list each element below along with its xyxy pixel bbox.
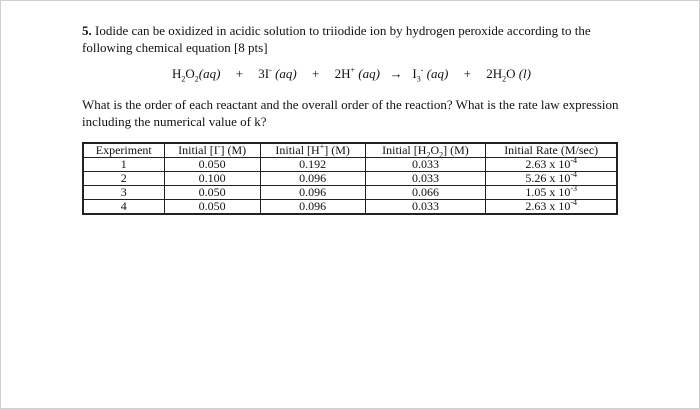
header-hydrogen-ion: Initial [H+] (M) bbox=[260, 143, 365, 158]
plus-sign: + bbox=[311, 66, 320, 81]
cell-iodide: 0.100 bbox=[164, 172, 260, 186]
cell-hydrogen-ion: 0.192 bbox=[260, 158, 365, 172]
cell-hydrogen-ion: 0.096 bbox=[260, 172, 365, 186]
table-row bbox=[83, 200, 617, 215]
cell-h2o2: 0.033 bbox=[365, 200, 486, 215]
prompt-line-1: What is the order of each reactant and the overall order of the reaction? What is the rate law expression bbox=[82, 97, 619, 112]
header-initial-rate: Initial Rate (M/sec) bbox=[486, 143, 617, 158]
cell-iodide: 0.050 bbox=[164, 200, 260, 215]
prompt-line-2: including the numerical value of k? bbox=[82, 114, 267, 129]
header-iodide: Initial [I-] (M) bbox=[164, 143, 260, 158]
table-header-row bbox=[83, 143, 617, 158]
plus-sign: + bbox=[463, 66, 471, 81]
cell-h2o2: 0.033 bbox=[365, 172, 486, 186]
cell-iodide: 0.050 bbox=[164, 186, 260, 200]
cell-h2o2: 0.066 bbox=[365, 186, 486, 200]
cell-rate: 1.05 x $10^{-3}$ bbox=[486, 186, 617, 200]
product-water: $2H_2O$ (l) bbox=[486, 66, 531, 84]
cell-iodide: 0.050 bbox=[164, 158, 260, 172]
cell-experiment: 1 bbox=[83, 158, 164, 172]
plus-sign: + bbox=[235, 66, 244, 81]
reactant-h2o2: $H_2O_2(aq)$ bbox=[172, 66, 221, 84]
question-number: 5. bbox=[82, 23, 92, 38]
product-triiodide: $I_3^-$ (aq) bbox=[412, 65, 449, 84]
cell-experiment: 4 bbox=[83, 200, 164, 215]
cell-experiment: 3 bbox=[83, 186, 164, 200]
table-row bbox=[83, 186, 617, 200]
cell-hydrogen-ion: 0.096 bbox=[260, 186, 365, 200]
question-line-2: following chemical equation [8 pts] bbox=[82, 40, 268, 55]
cell-rate: 2.63 x $10^{-4}$ bbox=[486, 158, 617, 172]
question-line-1: Iodide can be oxidized in acidic solution to triiodide ion by hydrogen peroxide according to the bbox=[95, 23, 591, 38]
cell-h2o2: 0.033 bbox=[365, 158, 486, 172]
cell-hydrogen-ion: 0.096 bbox=[260, 200, 365, 215]
header-experiment: Experiment bbox=[83, 143, 164, 158]
cell-experiment: 2 bbox=[83, 172, 164, 186]
reactant-hydrogen-ion: 2H+ (aq) bbox=[334, 65, 380, 81]
cell-rate: 2.63 x $10^{-4}$ bbox=[486, 200, 617, 215]
reaction-arrow: → bbox=[389, 66, 403, 81]
table-row bbox=[83, 158, 617, 172]
prompt-text bbox=[82, 96, 642, 130]
reactant-iodide: 3I- (aq) bbox=[258, 65, 297, 81]
chemical-equation bbox=[172, 66, 531, 82]
question-text bbox=[82, 22, 642, 56]
table-row bbox=[83, 172, 617, 186]
cell-rate: 5.26 x $10^{-4}$ bbox=[486, 172, 617, 186]
rate-data-table bbox=[82, 142, 618, 215]
header-h2o2: Initial $[H_2O_2]$ (M) bbox=[365, 143, 486, 158]
